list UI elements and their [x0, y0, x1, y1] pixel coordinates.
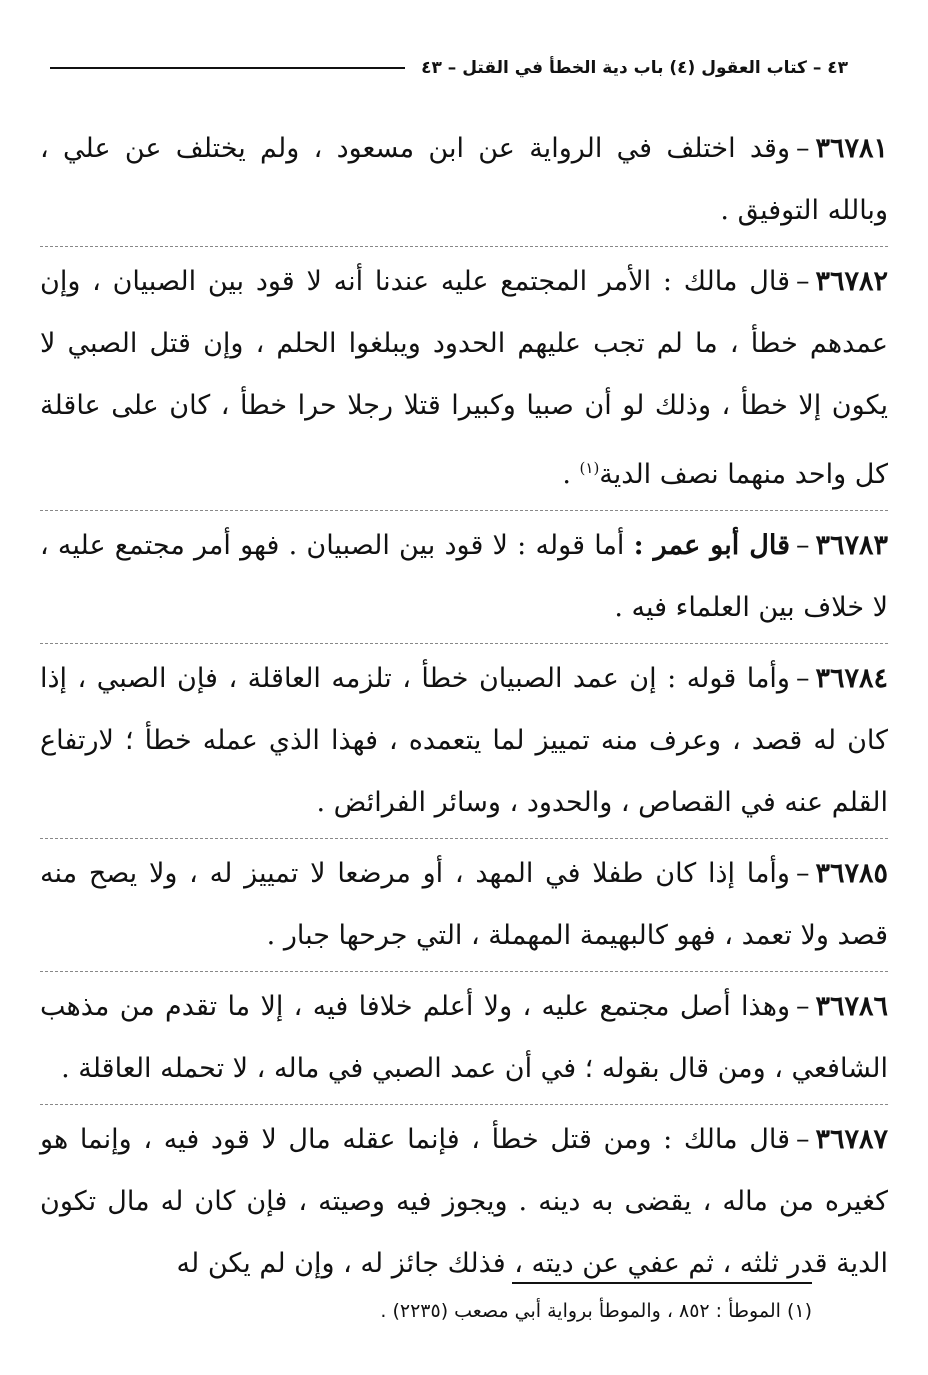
dash-separator: –	[795, 1124, 810, 1155]
paragraph-text: قال مالك : ومن قتل خطأ ، فإنما عقله مال لا قود فيه ، وإنما هو كغيره من ماله ، يقضى به دينه . ويجوز فيه وصيته ، فإن كان له مال تكون الدية قدر ثلثه ، ثم عفي عن ديته ، فذلك جائز له ، وإن لم يكن له	[40, 1124, 888, 1279]
paragraph-36786	[40, 971, 888, 1104]
paragraph-tail: .	[562, 459, 580, 490]
paragraph-36784	[40, 643, 888, 838]
running-head: ٤٣ – كتاب العقول (٤) باب دية الخطأ في القتل – ٤٣	[421, 58, 848, 78]
paragraph-text: قال مالك : الأمر المجتمع عليه عندنا أنه لا قود بين الصبيان ، وإن عمدهم خطأ ، ما لم تجب عليهم الحدود ويبلغوا الحلم ، وإن قتل الصبي لا يكون إلا خطأ ، وذلك لو أن صبيا وكبيرا قتلا رجلا حرا خطأ ، كان على عاقلة كل واحد منهما نصف الدية	[40, 266, 888, 490]
dash-separator: –	[795, 991, 810, 1022]
paragraph-text: وأما إذا كان طفلا في المهد ، أو مرضعا لا تمييز له ، ولا يصح منه قصد ولا تعمد ، فهو كالبهيمة المهملة ، التي جرحها جبار .	[40, 858, 888, 951]
paragraph-36787	[40, 1104, 888, 1299]
paragraph-number: ٣٦٧٨١	[815, 133, 888, 164]
paragraph-36783	[40, 510, 888, 643]
dash-separator: –	[795, 266, 810, 297]
page-header	[40, 48, 888, 88]
paragraph-text: أما قوله : لا قود بين الصبيان . فهو أمر مجتمع عليه ، لا خلاف بين العلماء فيه .	[40, 530, 888, 623]
dash-separator: –	[795, 530, 810, 561]
paragraph-text: وقد اختلف في الرواية عن ابن مسعود ، ولم يختلف عن علي ، وبالله التوفيق .	[40, 133, 888, 226]
page-body	[40, 118, 888, 1299]
speaker-lead: قال أبو عمر :	[633, 530, 790, 561]
footnote-reference: (١)	[579, 459, 600, 477]
paragraph-number: ٣٦٧٨٦	[815, 991, 888, 1022]
paragraph-number: ٣٦٧٨٣	[815, 530, 888, 561]
paragraph-36781	[40, 118, 888, 246]
paragraph-number: ٣٦٧٨٢	[815, 266, 888, 297]
dash-separator: –	[795, 663, 810, 694]
footnote: (١) الموطأ : ٨٥٢ ، والموطأ برواية أبي مصعب (٢٢٣٥) .	[380, 1300, 812, 1322]
paragraph-text: وهذا أصل مجتمع عليه ، ولا أعلم خلافا فيه ، إلا ما تقدم من مذهب الشافعي ، ومن قال بقوله ؛ في أن عمد الصبي في ماله ، لا تحمله العاقلة .	[40, 991, 888, 1084]
paragraph-number: ٣٦٧٨٥	[815, 858, 888, 889]
paragraph-36785	[40, 838, 888, 971]
dash-separator: –	[795, 858, 810, 889]
header-rule	[50, 67, 405, 69]
paragraph-text: وأما قوله : إن عمد الصبيان خطأ ، تلزمه العاقلة ، فإن الصبي ، إذا كان له قصد ، وعرف منه تمييز لما يتعمده ، فهذا الذي عمله خطأ ؛ لارتفاع القلم عنه في القصاص ، والحدود ، وسائر الفرائض .	[40, 663, 888, 818]
paragraph-number: ٣٦٧٨٤	[815, 663, 888, 694]
paragraph-number: ٣٦٧٨٧	[815, 1124, 888, 1155]
dash-separator: –	[795, 133, 810, 164]
paragraph-36782	[40, 246, 888, 510]
footnote-rule	[512, 1282, 812, 1284]
